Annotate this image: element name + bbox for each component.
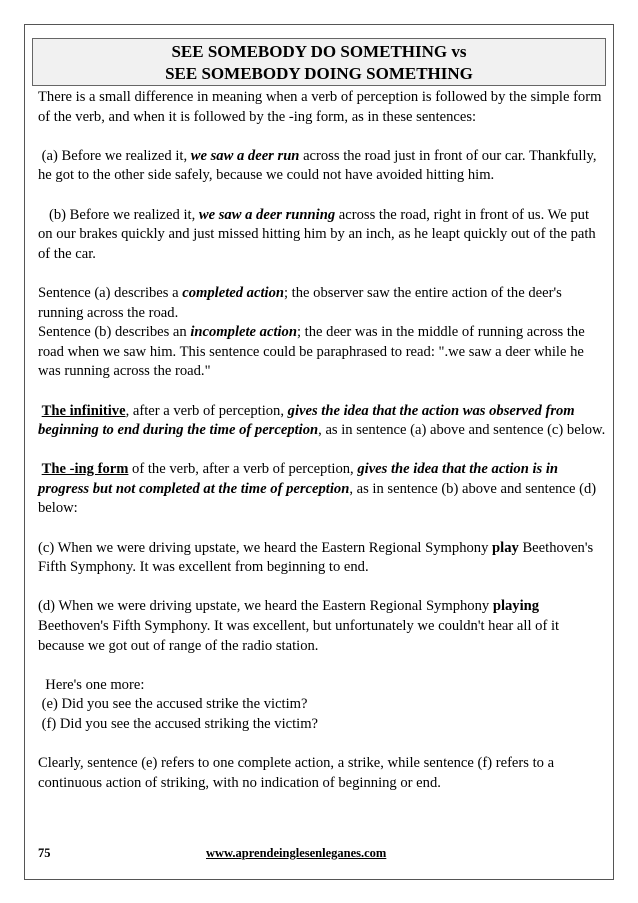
example-b-post: across the road, right in front of us. We put on our brakes quickly and just missed hitting him by an inch, as he leapt quickly out of the path of the car. [38,206,600,262]
title-line-2: SEE SOMEBODY DOING SOMETHING [165,64,473,83]
description-a [38,284,606,323]
description-a-emphasis: completed action [182,284,284,301]
example-d-bold: playing [492,598,540,615]
example-d-post: Beethoven's Fifth Symphony. It was excellent, but unfortunately we couldn't hear all of it because we got out of range of the radio station. [38,618,560,654]
conclusion-paragraph: Clearly, sentence (e) refers to one complete action, a strike, while sentence (f) refers to a continuous action of striking, with no indication of beginning or end. [38,755,555,791]
example-d-pre: (d) When we were driving upstate, we heard the Eastern Regional Symphony [38,598,493,615]
ing-form-emphasis: gives the idea that the action is in progress but not completed at the time of perception [38,461,559,497]
example-c-post: Beethoven's Fifth Symphony. It was excellent from beginning to end. [38,539,594,576]
infinitive-term: The infinitive [41,402,126,419]
title-box [32,38,606,86]
description-a-post: ; the observer saw the entire action of the deer's running across the road. [38,284,562,321]
example-a-pre: (a) Before we realized it, [38,147,191,164]
example-a-emphasis: we saw a deer run [190,147,300,164]
ing-form-term: The -ing form [41,461,129,478]
title-line-1: SEE SOMEBODY DO SOMETHING vs [171,42,467,61]
intro-paragraph: There is a small difference in meaning when a verb of perception is followed by the simple form of the verb, and when it is followed by the -ing form, as in these sentences: [38,89,602,125]
description-b-post: ; the deer was in the middle of running across the road when we saw him. This sentence could be paraphrased to read: ".we saw a deer while he was running across the road." [38,324,585,380]
page-number: 75 [38,846,51,860]
ing-form-post: , as in sentence (b) above and sentence (d) below: [38,480,597,517]
more-heading: Here's one more: [38,676,145,693]
infinitive-mid: , after a verb of perception, [125,402,288,419]
ing-form-mid: of the verb, after a verb of perception, [128,461,358,478]
infinitive-post: , as in sentence (a) above and sentence (c) below. [318,422,606,439]
description-a-pre: Sentence (a) describes a [38,284,183,301]
example-e: (e) Did you see the accused strike the victim? [38,696,308,713]
example-c [38,539,606,578]
example-d [38,597,606,656]
website-link[interactable]: www.aprendeinglesenleganes.com [206,846,387,860]
infinitive-paragraph [38,402,606,441]
example-f: (f) Did you see the accused striking the victim? [38,716,319,732]
example-c-pre: (c) When we were driving upstate, we heard the Eastern Regional Symphony [38,539,493,556]
description-b-pre: Sentence (b) describes an [38,324,191,341]
example-b-emphasis: we saw a deer running [198,206,336,223]
infinitive-emphasis: gives the idea that the action was observed from beginning to end during the time of perception [38,402,575,439]
description-b [38,323,606,382]
body-text [38,88,606,813]
example-c-bold: play [492,539,519,556]
description-b-emphasis: incomplete action [190,324,297,341]
example-a [38,147,606,186]
ing-form-paragraph [38,460,606,519]
example-b-pre: (b) Before we realized it, [38,206,199,223]
example-b [38,206,606,265]
more-examples [38,676,606,735]
page-footer [38,846,606,866]
example-a-post: across the road just in front of our car. Thankfully, he got to the other side safely, because we could not have avoided hitting him. [38,147,601,184]
